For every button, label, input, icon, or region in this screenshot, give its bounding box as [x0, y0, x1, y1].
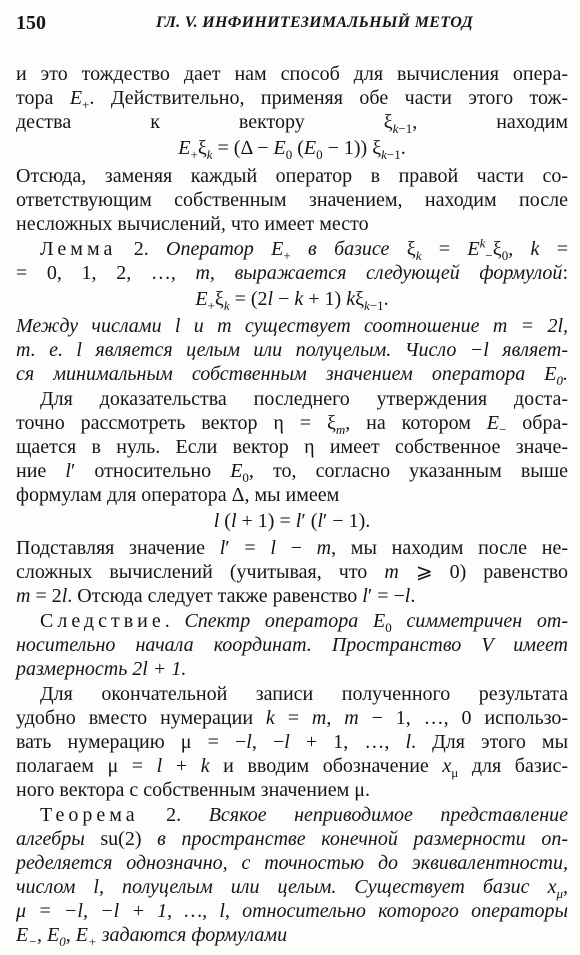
text-line: Теорема 2. Всякое неприводимое представление [40, 804, 568, 826]
text-line: носительно начала координат. Пространство V имеет [16, 634, 568, 656]
text-line: Подставляя значение l′ = l − m, мы находим после не- [16, 537, 568, 559]
text-line: $E_+\xi_k = (\Delta - E_0$ $(E_0 - 1)$) $\xi_{k-1}$. [178, 137, 406, 162]
page-number: 150 [16, 12, 46, 34]
text-line: Между числами l и m существует соотношение m = 2l, [16, 315, 568, 337]
text-line: Следствие. Спектр оператора $E_0$ симметричен от- [40, 610, 569, 635]
text-line: Лемма 2. Оператор $E_+$ в базисе $\xi_k = E^k_-\xi_0$, k = [40, 235, 569, 263]
text-line: Для окончательной записи полученного результата [40, 683, 568, 705]
text-line: формулам для оператора Δ, мы имеем [16, 484, 340, 506]
text-line: несложных вычислений, что имеет место [16, 213, 369, 235]
text-line: т. е. l является целым или полуцелым. Число −l являет- [16, 339, 568, 361]
text-line: $E_+\xi_k = (2l - k + 1)$ $k\xi_{k-1}$. [195, 288, 389, 313]
text-line: и это тождество дает нам способ для вычисления опера- [16, 63, 568, 85]
text-line: удобно вместо нумерации k = m, m − 1, …, 0 использо- [16, 707, 569, 729]
text-line: ределяется однозначно, с точностью до эквивалентности, [16, 852, 568, 874]
text-line: размерность 2l + 1. [16, 658, 187, 680]
text-line: l (l + 1) = l′ (l′ − 1). [213, 510, 371, 532]
text-line: μ = −l, −l + 1, …, l, относительно которого операторы [16, 900, 568, 922]
text-line: щается в нуль. Если вектор η имеет собственное значе- [16, 436, 568, 458]
text-line: ся минимальным собственным значением оператора $E_0$. [16, 363, 568, 388]
text-line: ние l′ относительно $E_0$, то, согласно указанным выше [16, 460, 568, 485]
running-head: ГЛ. V. ИНФИНИТЕЗИМАЛЬНЫЙ МЕТОД [156, 14, 473, 31]
text-line: сложных вычислений (учитывая, что m ⩾ 0) равенство [16, 561, 568, 583]
text-line: = 0, 1, 2, …, m, выражается следующей формулой: [16, 262, 568, 284]
text-line: тора $E_+$. Действительно, применяя обе части этого тож- [16, 87, 569, 112]
page-header [16, 12, 568, 38]
text-line: дества к вектору $\xi_{k-1}$, находим [16, 111, 568, 136]
text-line: m = 2l. Отсюда следует также равенство l′ = −l. [16, 585, 416, 607]
text-line: числом l, полуцелым или целым. Существует базис $x_\mu$, [16, 876, 568, 901]
text-line: Для доказательства последнего утверждения доста- [40, 388, 568, 410]
text-line: Отсюда, заменяя каждый оператор в правой части со- [16, 165, 568, 187]
text-line: алгебры su(2) в пространстве конечной размерности оп- [16, 828, 568, 850]
text-line: ного вектора с собственным значением μ. [16, 779, 370, 801]
text-line: $E_-$, $E_0$, $E_+$ задаются формулами [16, 924, 288, 949]
text-line: полагаем μ = l + k и вводим обозначение $x_\mu$ для базис- [16, 755, 568, 780]
text-line: вать нумерацию μ = −l, −l + 1, …, l. Для этого мы [16, 731, 569, 753]
text-line: ответствующим собственным значением, находим после [16, 189, 568, 211]
text-line: точно рассмотреть вектор $\eta = \xi_m$, на котором $E_-$ обра- [16, 412, 568, 437]
